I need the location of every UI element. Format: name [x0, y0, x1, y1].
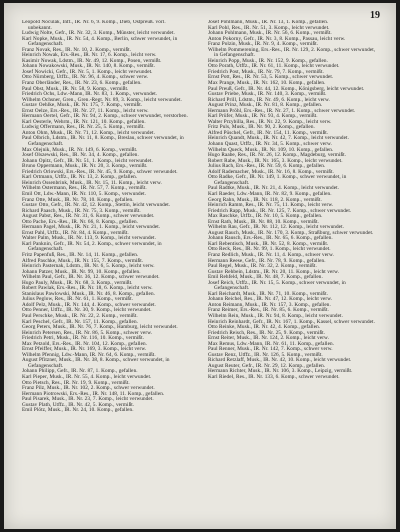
list-entry: Gustav Plath, Utffz., IR. Nr. 42, 5. Komp., vermißt.: [22, 401, 135, 408]
list-entry: Franz Reimer, Ers.-Res., IR. Nr. 85, 6. Komp., vermißt.: [208, 307, 329, 314]
list-entry: Stanislaus Pawlowski, Musk., IR. Nr. 46, 8. Komp., gefallen.: [22, 290, 156, 297]
list-entry: Anton Reimann, Musk., IR. Nr. 157, 3. Komp., gefallen.: [208, 301, 331, 308]
list-entry: Kasimir Nowak, Ldstm., IR. Nr. 49, 12. Komp., Posen, vermißt.: [22, 57, 162, 64]
list-entry: Johann Philipp, Gefr., IR. Nr. 87, 1. Komp., gefallen.: [22, 368, 138, 375]
list-entry: Gustav Rehbein, Ldstm., IR. Nr. 20, 11. Komp., leicht verw.: [208, 268, 340, 275]
list-entry: Georg Rahn, Musk., IR. Nr. 118, 2. Komp., vermißt.: [208, 196, 322, 203]
list-entry: Josef Nowicki, Gefr., IR. Nr. 5, 1. Komp., leicht verwundet.: [22, 68, 153, 75]
list-entry: Ernst Pahl, Utffz., IR. Nr. 84, 4. Komp., vermißt.: [22, 229, 129, 236]
list-entry: Robert Rabe, Musk., IR. Nr. 165, 3. Komp., leicht verwundet.: [208, 157, 343, 164]
list-entry: Paul Radtke, Musk., IR. Nr. 21, 4. Komp., leicht verwundet.: [208, 185, 340, 192]
page-number: 19: [370, 10, 380, 21]
list-entry: Georg Peters, Musk., IR. Nr. 76, 7. Komp., Hamburg, leicht verwundet.: [22, 324, 178, 331]
list-entry: Adolf Pelz, Musk., IR. Nr. 144, 4. Komp., schwer verwundet.: [22, 301, 156, 308]
list-entry: Paul Olbrich, Ldstm., IR. Nr. 11, 8. Komp., Breslau, schwer verwundet, in Gefangenschaft.: [22, 135, 184, 148]
list-entry: Emil Ott, Ldw.-Mann, IR. Nr. 110, 5. Komp., verwundet.: [22, 190, 147, 197]
list-entry: Ernst Reiter, Musk., IR. Nr. 124, 2. Komp., leicht verw.: [208, 335, 329, 342]
list-entry: Max Petzold, Ers.-Res., IR. Nr. 104, 12. Komp., gefallen.: [22, 340, 148, 347]
list-entry: Wilhelm Rau, Gefr., IR. Nr. 112, 12. Komp., leicht verwundet.: [208, 224, 345, 231]
list-entry: Max Remus, Ldw.-Mann, IR. Nr. 61, 11. Komp., gefallen.: [208, 340, 335, 347]
list-entry: Karl Riedel, Res., IR. Nr. 133, 6. Komp., schwer verwundet.: [208, 374, 340, 380]
list-entry: Hermann Pagel, Musk., IR. Nr. 21, 1. Komp., leicht verwundet.: [22, 224, 161, 231]
list-entry: Hugo Raabe, Res., IR. Nr. 26, 12. Komp., Magdeburg, vermißt.: [208, 152, 347, 159]
list-entry: Gustav Renz, Utffz., IR. Nr. 126, 5. Komp., vermißt.: [208, 351, 323, 358]
list-entry: Karl Pieper, Musk., IR. Nr. 55, 4. Komp., leicht verwundet.: [22, 374, 152, 380]
list-entry: Emil Plötz, Musk., IR. Nr. 24, 10. Komp., gefallen.: [22, 407, 134, 414]
list-entry: Hermann Pröhl, Ers.-Res., IR. Nr. 27, 1. Komp., schwer verwundet.: [208, 107, 356, 114]
list-entry: Wilhelm Ostermann, Res., IR. Nr. 57, 7. Komp., vermißt.: [22, 185, 147, 192]
list-entry: Karl Rebentisch, Musk., IR. Nr. 52, 8. Komp., vermißt.: [208, 240, 329, 247]
list-entry: Karl Panknin, Gefr., IR. Nr. 54, 2. Komp., schwer verwundet, in Gefangenschaft.: [22, 240, 162, 253]
list-entry: Franz Polzin, Musk., IR. Nr. 9, 4. Komp., vermißt.: [208, 41, 319, 48]
list-entry: Fritz Papenfuß, Res., IR. Nr. 14, 11. Komp., gefallen.: [22, 251, 139, 258]
list-entry: August Rauch, Musk., IR. Nr. 170, 3. Komp., Straßburg, schwer verwundet.: [208, 229, 374, 236]
list-entry: Heinrich Ossenbrink, Musk., IR. Nr. 15, 11. Komp., leicht verw.: [22, 179, 162, 186]
list-entry: Gustav Oehlke, Musk., IR. Nr. 175, 7. Komp., vermißt.: [22, 102, 143, 109]
list-entry: Heinrich Petersen, Res., IR. Nr. 86, 5. Komp., schwer verw.: [22, 329, 153, 336]
list-entry: Richard Prill, Ldstm., IR. Nr. 49, 6. Komp., leicht verw.: [208, 96, 330, 103]
list-entry: Franz Oberländer, Res., IR. Nr. 23, 6. Komp., gefallen.: [22, 80, 142, 87]
list-entry: Wilhelm Pfennig, Ldw.-Mann, IR. Nr. 64, 6. Komp., vermißt.: [22, 351, 156, 358]
list-entry: Fritz Puls, Musk., IR. Nr. 90, 2. Komp., gefallen.: [208, 124, 315, 131]
list-entry: Ernst Pfeiffer, Musk., IR. Nr. 169, 3. Komp., leicht verw.: [22, 346, 147, 353]
list-entry: Karl Pohl, Res., IR. Nr. 51, 3. Komp., leicht verwundet.: [208, 24, 330, 31]
list-entry: Karl Nopke, Musk., IR. Nr. 54, 4. Komp., Berlin, schwer verwundet, in Gefangenschaft.: [22, 35, 178, 48]
list-entry: Otto Nürnberg, Utffz., IR. Nr. 96, 4. Komp., schwer verw.: [22, 74, 149, 81]
list-entry: Leopold Noculak, Inft., IR. Nr. 6, 9. Komp., Dieb, Ostpreuß. vorl. unbekannt.: [22, 20, 166, 31]
list-entry: Otto Radke, Gefr., IR. Nr. 149, 1. Komp., schwer verwundet, in Gefangenschaft.: [208, 174, 347, 186]
list-entry: Paul Preuß, Gefr., IR. Nr. 44, 12. Komp., Königsberg, leicht verwundet.: [208, 85, 365, 92]
list-entry: Johann Reichel, Res., IR. Nr. 47, 12. Komp., leicht verw.: [208, 296, 333, 303]
list-entry: Gustav Priebe, Musk., IR. Nr. 140, 3. Komp., vermißt.: [208, 91, 327, 98]
list-entry: August Reuter, Gefr., IR. Nr. 29, 12. Komp., gefallen.: [208, 362, 326, 369]
list-entry: Wilhelm Paul, Gefr., IR. Nr. 36, 12. Komp., schwer verwundet.: [22, 274, 160, 281]
list-entry: Max Olejnik, Musk., IR. Nr. 149, 6. Komp., vermißt.: [22, 146, 138, 153]
list-entry: Paul Renner, Musk., IR. Nr. 142, 7. Komp., schwer verw.: [208, 346, 333, 353]
list-entry: Karl Oesterle, Wehrm., IR. Nr. 121, 10. Komp., gefallen.: [22, 118, 146, 125]
list-entry: Otto Pietsch, Res., IR. Nr. 19, 9. Komp., vermißt.: [22, 379, 130, 386]
list-entry: Franz Novak, Res., IR. Nr. 10, 2. Komp., vermißt.: [22, 46, 132, 53]
list-entry: Friedrich Rapp, Musk., IR. Nr. 125, 7. Komp., schwer verwundet.: [208, 207, 352, 214]
right-column: [208, 20, 376, 523]
list-entry: Walter Przybilla, Res., IR. Nr. 22, 9. Komp., leicht verw.: [208, 118, 332, 125]
list-entry: Ludwig Offermann, Res., IR. Nr. 25, 5. Komp., vermißt.: [22, 124, 145, 131]
list-entry: Johann Patzer, Musk., IR. Nr. 99, 10. Komp., gefallen.: [22, 268, 141, 275]
list-entry: Paul Regel, Musk., IR. Nr. 32, 2. Komp., vermißt.: [208, 263, 317, 270]
list-entry: Anton Ohm, Musk., IR. Nr. 71, 12. Komp., leicht verwundet.: [22, 129, 155, 136]
list-entry: Wilhelm Queck, Musk., IR. Nr. 109, 10. Komp., gefallen.: [208, 146, 334, 153]
list-entry: Robert Pawlak, Ers.-Res., IR. Nr. 18, 6. Komp., leicht verw.: [22, 285, 153, 292]
list-entry: Heinrich Ramm, Res., IR. Nr. 75, 11. Komp., leicht verw.: [208, 202, 334, 209]
list-entry: Karl Peschel, Gefr., IR. Nr. 157, 11. Komp., gefallen.: [22, 318, 139, 325]
list-entry: Josef Pöhlmann, Musk., IR. Nr. 13, 1. Komp., gefallen.: [208, 20, 329, 25]
list-entry: Hermann Richter, Musk., IR. Nr. 106, 3. Komp., Leipzig, vermißt.: [208, 368, 353, 375]
list-entry: Paul Perschke, Musk., IR. Nr. 22, 2. Komp., vermißt.: [22, 312, 138, 319]
list-entry: Heinrich Reinhardt, Gefr., IR. Nr. 167, 1. Komp., Kassel, schwer verwundet.: [208, 318, 375, 325]
list-entry: Karl Ortmann, Utffz., IR. Nr. 13, 2. Komp., gefallen.: [22, 174, 138, 181]
list-entry: Heinrich Popp, Musk., IR. Nr. 152, 9. Komp., gefallen.: [208, 57, 329, 64]
list-entry: Otto Reck, Res., IR. Nr. 99, 1. Komp., leicht verwundet.: [208, 246, 331, 253]
list-entry: Bruno Oppermann, Musk., IR. Nr. 20, 3. Komp., vermißt.: [22, 163, 148, 170]
list-entry: Max Prange, Musk., IR. Nr. 162, 10. Komp., gefallen.: [208, 80, 326, 87]
list-entry: Richard Paasch, Musk., IR. Nr. 75, 3. Komp., vermißt.: [22, 207, 141, 214]
list-entry: Alfred Püschel, Gefr., IR. Nr. 154, 11. Komp., vermißt.: [208, 129, 329, 136]
list-entry: Richard Retzlaff, Musk., IR. Nr. 42, 10. Komp., leicht verwundet.: [208, 357, 352, 364]
list-entry: Otto Porath, Utffz., IR. Nr. 61, 11. Komp., leicht verwundet.: [208, 63, 340, 70]
list-entry: Alfred Paschke, Musk., IR. Nr. 155, 7. Komp., vermißt.: [22, 257, 144, 264]
list-entry: Gustav Otto, Gefr., IR. Nr. 42, 12. Komp., Stettin, leicht verwundet.: [22, 202, 171, 209]
list-entry: Otto Penner, Utffz., IR. Nr. 30, 9. Komp., leicht verwundet.: [22, 307, 152, 314]
list-entry: Friedrich Orlowski, Ers.-Res., IR. Nr. 45, 9. Komp., schwer verwundet.: [22, 168, 178, 175]
list-entry: Paul Pisarek, Musk., IR. Nr. 23, 7. Komp., leicht verwundet.: [22, 396, 154, 403]
list-entry: Ernst Pott, Res., IR. Nr. 53, 5. Komp., schwer verwundet.: [208, 74, 334, 81]
list-entry: Heinrich Pasternak, Ldstm., IR. Nr. 6, 5. Komp., leicht verw.: [22, 263, 155, 270]
list-entry: Friedrich Post, Musk., IR. Nr. 79, 7. Komp., vermißt.: [208, 68, 324, 75]
list-entry: Adolf Rademacher, Musk., IR. Nr. 16, 8. Komp., vermißt.: [208, 168, 334, 175]
list-entry: Julius Rach, Ers.-Res., IR. Nr. 59, 6. Komp., gefallen.: [208, 163, 326, 170]
list-entry: Friedrich Reisch, Res., IR. Nr. 25, 9. Komp., vermißt.: [208, 329, 326, 336]
list-entry: Paul Obst, Musk., IR. Nr. 58, 9. Komp., vermißt.: [22, 85, 129, 92]
list-entry: Friedrich Petri, Musk., IR. Nr. 116, 10. Komp., vermißt.: [22, 335, 145, 342]
document-page: [4, 3, 396, 529]
list-entry: Anton Pokorny, Gefr., IR. Nr. 3, 8. Komp., Passau, leicht verw.: [208, 35, 346, 42]
list-entry: Johann Rausch, Ers.-Res., IR. Nr. 65, 6. Komp., gefallen.: [208, 235, 333, 242]
list-entry: Josef Reich, Utffz., IR. Nr. 15, 5. Komp., schwer verwundet, in Gefangenschaft.: [208, 279, 346, 292]
list-entry: Johann Nowakowski, Musk., IR. Nr. 140, 8. Komp., vermißt.: [22, 63, 156, 70]
list-entry: Friedrich Ochs, Ldw.-Mann, IR. Nr. 83, 1. Komp., verwundet.: [22, 91, 158, 98]
list-entry: Josef Olszewski, Res., IR. Nr. 34, 4. Komp., gefallen.: [22, 152, 139, 159]
list-entry: Hermann Oertel, Gefr., IR. Nr. 94, 2. Komp., schwer verwundet, verstorben.: [22, 113, 189, 120]
list-entry: Ernst Oelze, Ers.-Res., IR. Nr. 27, 11. Komp., leicht verw.: [22, 107, 149, 114]
list-entry: Johann Opitz, Gefr., IR. Nr. 51, 1. Komp., leicht verwundet.: [22, 157, 153, 164]
list-entry: Wilhelm Rein, Musk., IR. Nr. 94, 8. Komp., leicht verwundet.: [208, 312, 343, 319]
list-entry: Max Raschke, Utffz., IR. Nr. 10, 5. Komp., gefallen.: [208, 213, 323, 220]
list-entry: Wilhelm Ochsner, Gren., Gren.-Regt. Nr. 89, 3. Komp., leicht verwundet.: [22, 96, 182, 103]
list-entry: August Pabst, Res., IR. Nr. 31, 6. Komp., schwer verwundet.: [22, 213, 155, 220]
list-entry: Walter Palm, Musk., IR. Nr. 113, 9. Komp., leicht verwundet.: [22, 235, 156, 242]
left-column: [22, 20, 190, 523]
list-entry: Otto Reinke, Musk., IR. Nr. 42, 4. Komp., gefallen.: [208, 324, 321, 331]
list-entry: Julius Peglow, Res., IR. Nr. 61, 1. Komp., vermißt.: [22, 296, 134, 303]
list-entry: Emil Rehfeld, Musk., IR. Nr. 48, 7. Komp., gefallen.: [208, 274, 323, 281]
list-entry: Karl Reichardt, Musk., IR. Nr. 71, 10. Komp., vermißt.: [208, 290, 329, 297]
list-entry: August Prinz, Musk., IR. Nr. 81, 8. Komp., gefallen.: [208, 102, 323, 109]
list-entry: Heinrich Quandt, Musk., IR. Nr. 42, 7. Komp., leicht verwundet.: [208, 135, 349, 142]
list-entry: Hermann Reese, Gefr., IR. Nr. 78, 9. Komp., gefallen.: [208, 257, 326, 264]
list-entry: Franz Pilz, Musk., IR. Nr. 102, 2. Komp., schwer verwundet.: [22, 385, 155, 392]
list-entry: Ernst Rath, Musk., IR. Nr. 88, 10. Komp., vermißt.: [208, 218, 319, 225]
list-entry: Wilhelm Pommerening, Ers.-Res., IR. Nr. 129, 2. Komp., schwer verwundet, in Gefangenschaft.: [208, 46, 376, 59]
list-entry: Hermann Piotrowski, Ers.-Res., IR. Nr. 148, 11. Komp., gefallen.: [22, 390, 165, 397]
list-entry: Heinrich Nowak, Ers.-Res., IR. Nr. 17, 6. Komp., leicht verw.: [22, 52, 157, 59]
list-entry: Franz Otte, Musk., IR. Nr. 78, 10. Komp., gefallen.: [22, 196, 134, 203]
list-entry: Franz Redlich, Musk., IR. Nr. 11, 4. Komp., schwer verw.: [208, 251, 334, 258]
list-entry: Ludwig Nolte, Gefr., IR. Nr. 32, 3. Komp., Münster, leicht verwundet.: [22, 30, 175, 37]
list-entry: Johann Pohlmann, Musk., IR. Nr. 56, 6. Komp., vermißt.: [208, 30, 332, 37]
list-entry: Hugo Pauly, Musk., IR. Nr. 68, 3. Komp., vermißt.: [22, 279, 133, 286]
list-entry: Karl Prüfer, Musk., IR. Nr. 93, 4. Komp., vermißt.: [208, 113, 318, 120]
list-entry: Otto Pache, Ers.-Res., IR. Nr. 66, 8. Komp., gefallen.: [22, 218, 139, 225]
list-entry: August Pfitzner, Musk., IR. Nr. 38, 8. Komp., schwer verwundet, in Gefangenschaft.: [22, 357, 170, 369]
list-entry: Karl Raeder, Ldw.-Mann, IR. Nr. 82, 9. Komp., gefallen.: [208, 190, 332, 197]
list-entry: Johann Quast, Utffz., IR. Nr. 34, 5. Komp., schwer verw.: [208, 141, 332, 148]
